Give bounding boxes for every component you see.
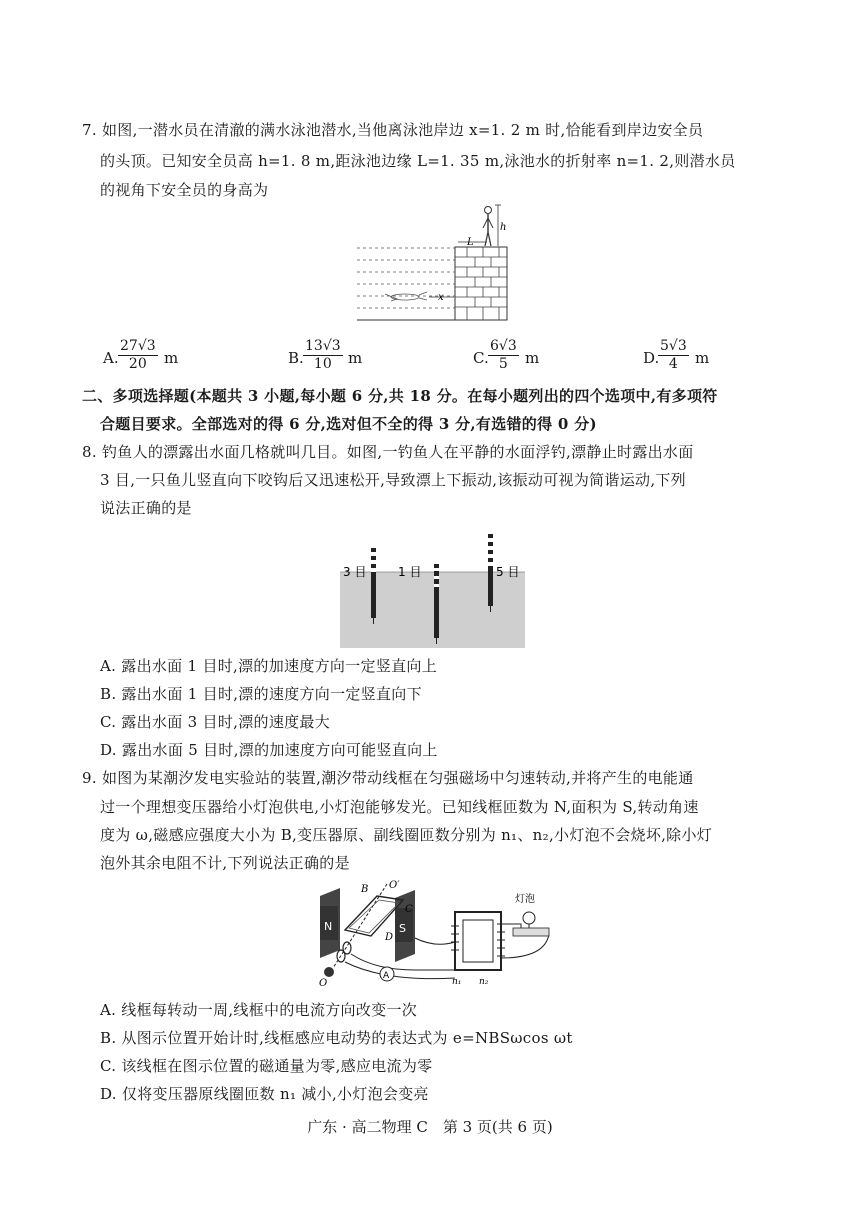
- q7-option-c-fraction: [488, 338, 519, 373]
- q7-pool-figure: [355, 200, 525, 326]
- q7-option-b-letter: B.: [288, 349, 304, 367]
- q9-label-N: N: [324, 920, 333, 933]
- q7-option-a-denominator: 20: [128, 356, 147, 372]
- q8-option-b: B. 露出水面 1 目时,漂的速度方向一定竖直向下: [100, 685, 422, 703]
- q9-generator-figure: [315, 878, 555, 990]
- q7-option-d-letter: D.: [643, 349, 660, 367]
- q8-float-figure: [340, 528, 525, 648]
- q9-label-n1: n₁: [452, 977, 462, 987]
- q9-label-O-prime: O′: [389, 880, 400, 891]
- q7-option-d-denominator: 4: [668, 356, 678, 372]
- q8-label-3mu: 3 目: [343, 565, 367, 579]
- q9-option-d: D. 仅将变压器原线圈匝数 n₁ 减小,小灯泡会变亮: [100, 1085, 429, 1103]
- q7-option-d-unit: m: [695, 349, 710, 367]
- q7-line-1: 7. 如图,一潜水员在清澈的满水泳池潜水,当他离泳池岸边 x=1. 2 m 时,恰能看到岸边安全员: [82, 121, 704, 139]
- q9-option-c: C. 该线框在图示位置的磁通量为零,感应电流为零: [100, 1057, 433, 1075]
- q7-option-c-letter: C.: [473, 349, 489, 367]
- q9-label-D: D: [385, 932, 394, 943]
- q8-option-d: D. 露出水面 5 目时,漂的加速度方向可能竖直向上: [100, 741, 438, 759]
- q7-option-a-numerator: 27√3: [120, 338, 156, 354]
- float-5-mu: [488, 534, 493, 612]
- q7-option-c-unit: m: [525, 349, 540, 367]
- float-1-mu: [434, 564, 439, 644]
- q8-option-c: C. 露出水面 3 目时,漂的速度最大: [100, 713, 331, 731]
- q7-option-c-denominator: 5: [498, 356, 508, 372]
- q7-option-b-numerator: 13√3: [305, 338, 341, 354]
- q9-label-O: O: [319, 978, 328, 989]
- float-3-mu: [371, 548, 376, 624]
- q9-label-A: A: [383, 971, 390, 981]
- q7-line-2: 的头顶。已知安全员高 h=1. 8 m,距泳池边缘 L=1. 35 m,泳池水的折射率 n=1. 2,则潜水员: [100, 152, 736, 170]
- q7-label-x: x: [438, 292, 444, 303]
- q9-option-a: A. 线框每转动一周,线框中的电流方向改变一次: [100, 1001, 418, 1019]
- q9-line-1: 9. 如图为某潮汐发电实验站的装置,潮汐带动线框在匀强磁场中匀速转动,并将产生的电能通: [82, 769, 694, 787]
- q8-line-2: 3 目,一只鱼儿竖直向下咬钩后又迅速松开,导致漂上下振动,该振动可视为简谐运动,下列: [100, 471, 686, 489]
- q8-label-5mu: 5 目: [496, 565, 520, 579]
- q8-line-1: 8. 钓鱼人的漂露出水面几格就叫几目。如图,一钓鱼人在平静的水面浮钓,漂静止时露出水面: [82, 443, 694, 461]
- q8-line-3: 说法正确的是: [100, 499, 192, 517]
- q7-option-b-denominator: 10: [313, 356, 332, 372]
- q7-option-a-letter: A.: [103, 349, 119, 367]
- section-2-header-line-2: 合题目要求。全部选对的得 6 分,选对但不全的得 3 分,有选错的得 0 分): [100, 415, 597, 433]
- q7-option-a-unit: m: [164, 349, 179, 367]
- q7-option-d-numerator: 5√3: [660, 338, 687, 354]
- q7-option-b-unit: m: [348, 349, 363, 367]
- q8-option-a: A. 露出水面 1 目时,漂的加速度方向一定竖直向上: [100, 657, 438, 675]
- q7-label-h: h: [500, 222, 507, 233]
- q9-label-C: C: [405, 904, 413, 915]
- q9-option-b: B. 从图示位置开始计时,线框感应电动势的表达式为 e=NBSωcos ωt: [100, 1029, 573, 1047]
- q8-label-1mu: 1 目: [398, 565, 422, 579]
- q9-label-bulb: 灯泡: [515, 894, 535, 905]
- q9-label-n2: n₂: [479, 977, 489, 987]
- section-2-header-line-1: 二、多项选择题(本题共 3 小题,每小题 6 分,共 18 分。在每小题列出的四个选项中,有多项符: [82, 387, 718, 405]
- q9-line-3: 度为 ω,磁感应强度大小为 B,变压器原、副线圈匝数分别为 n₁、n₂,小灯泡不会烧坏,除小灯: [100, 826, 713, 844]
- q9-line-4: 泡外其余电阻不计,下列说法正确的是: [100, 854, 350, 872]
- q9-line-2: 过一个理想变压器给小灯泡供电,小灯泡能够发光。已知线框匝数为 N,面积为 S,转动角速: [100, 798, 699, 816]
- q7-label-L: L: [467, 237, 474, 248]
- q7-option-b-fraction: [303, 338, 343, 373]
- q7-line-3: 的视角下安全员的身高为: [100, 181, 269, 199]
- q7-option-d-fraction: [658, 338, 689, 373]
- page-footer: 广东 · 高二物理 C 第 3 页(共 6 页): [307, 1118, 553, 1136]
- q9-label-B: B: [361, 884, 369, 895]
- q9-label-S: S: [399, 922, 406, 935]
- q7-option-a-fraction: [118, 338, 158, 373]
- q7-option-c-numerator: 6√3: [490, 338, 517, 354]
